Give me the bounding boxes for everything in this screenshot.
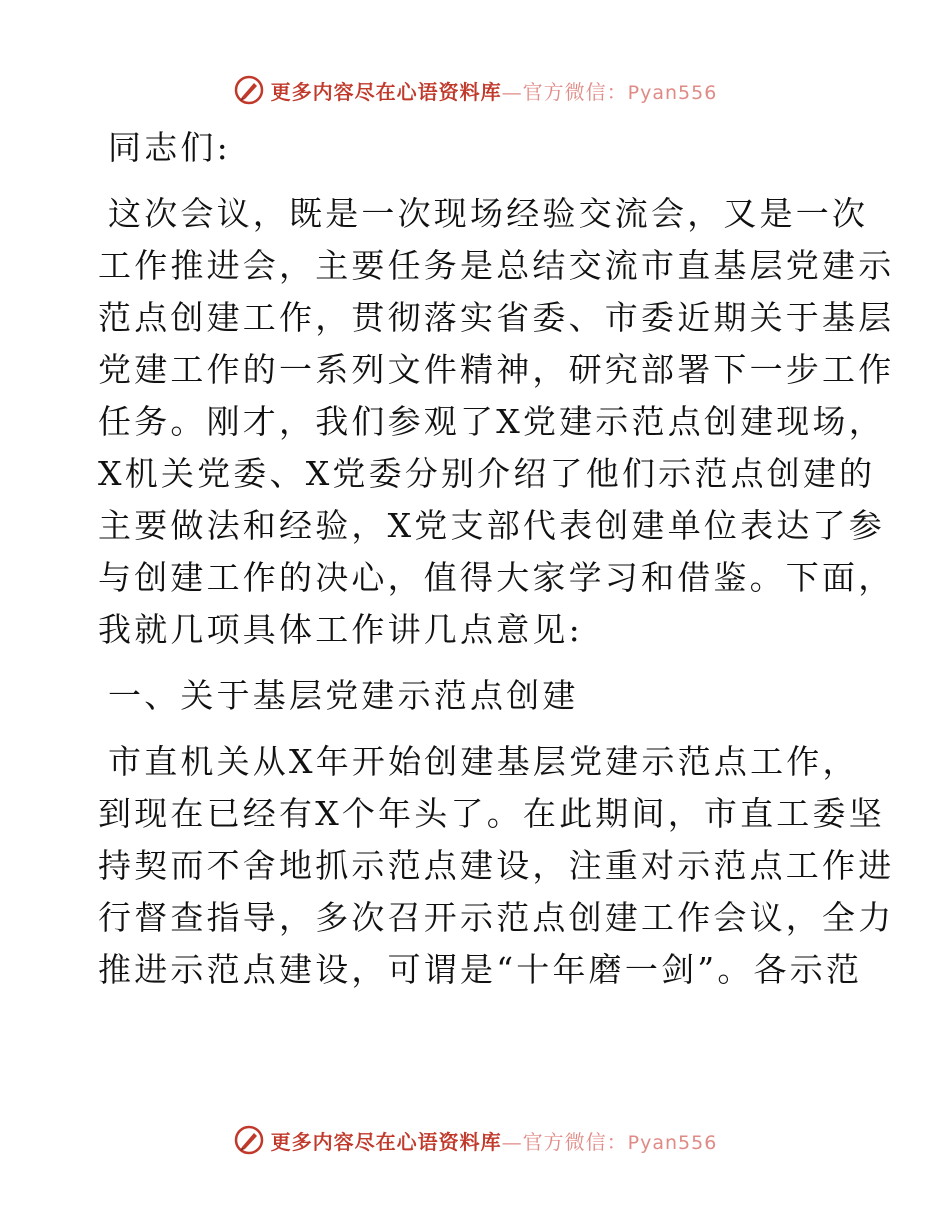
document-body	[98, 122, 895, 996]
watermark-id: Pyan556	[627, 81, 718, 104]
watermark-text	[271, 1126, 718, 1155]
watermark-text	[271, 76, 718, 105]
salutation: 同志们:	[108, 128, 231, 167]
section-heading: 一、关于基层党建示范点创建	[108, 676, 579, 715]
watermark-sub: 官方微信：	[522, 79, 628, 104]
paragraph-line: 行督查指导，多次召开示范点创建工作会议，全力	[98, 898, 895, 937]
watermark-id: Pyan556	[627, 1131, 718, 1154]
paragraph-line: 主要做法和经验，X党支部代表创建单位表达了参	[98, 506, 885, 545]
watermark-sub: 官方微信：	[522, 1129, 628, 1154]
paragraph-line: 这次会议，既是一次现场经验交流会，又是一次	[108, 194, 869, 233]
paragraph-line: 我就几项具体工作讲几点意见:	[98, 610, 583, 649]
paragraph-line: 市直机关从X年开始创建基层党建示范点工作，	[108, 742, 859, 781]
paragraph-2	[98, 736, 895, 996]
paragraph-line: 工作推进会，主要任务是总结交流市直基层党建示	[98, 246, 895, 285]
watermark-main: 更多内容尽在心语资料库	[270, 79, 502, 104]
paragraph-line: X机关党委、X党委分别介绍了他们示范点创建的	[98, 454, 876, 493]
pen-logo-icon	[233, 1124, 265, 1156]
watermark-banner-bottom	[0, 1120, 950, 1160]
paragraph-line: 范点创建工作，贯彻落实省委、市委近期关于基层	[98, 298, 895, 337]
paragraph-line: 与创建工作的决心，值得大家学习和借鉴。下面，	[98, 558, 895, 597]
paragraph-line: 党建工作的一系列文件精神，研究部署下一步工作	[98, 350, 895, 389]
watermark-dash: —	[501, 79, 523, 104]
paragraph-line: 推进示范点建设，可谓是“十年磨一剑”。各示范	[98, 950, 863, 989]
paragraph-1	[98, 188, 895, 656]
paragraph-line: 任务。刚才，我们参观了X党建示范点创建现场，	[98, 402, 885, 441]
watermark-main: 更多内容尽在心语资料库	[270, 1129, 502, 1154]
pen-logo-icon	[233, 74, 265, 106]
paragraph-line: 到现在已经有X个年头了。在此期间，市直工委坚	[98, 794, 885, 833]
watermark-dash: —	[501, 1129, 523, 1154]
watermark-banner-top	[0, 70, 950, 110]
paragraph-line: 持契而不舍地抓示范点建设，注重对示范点工作进	[98, 846, 895, 885]
